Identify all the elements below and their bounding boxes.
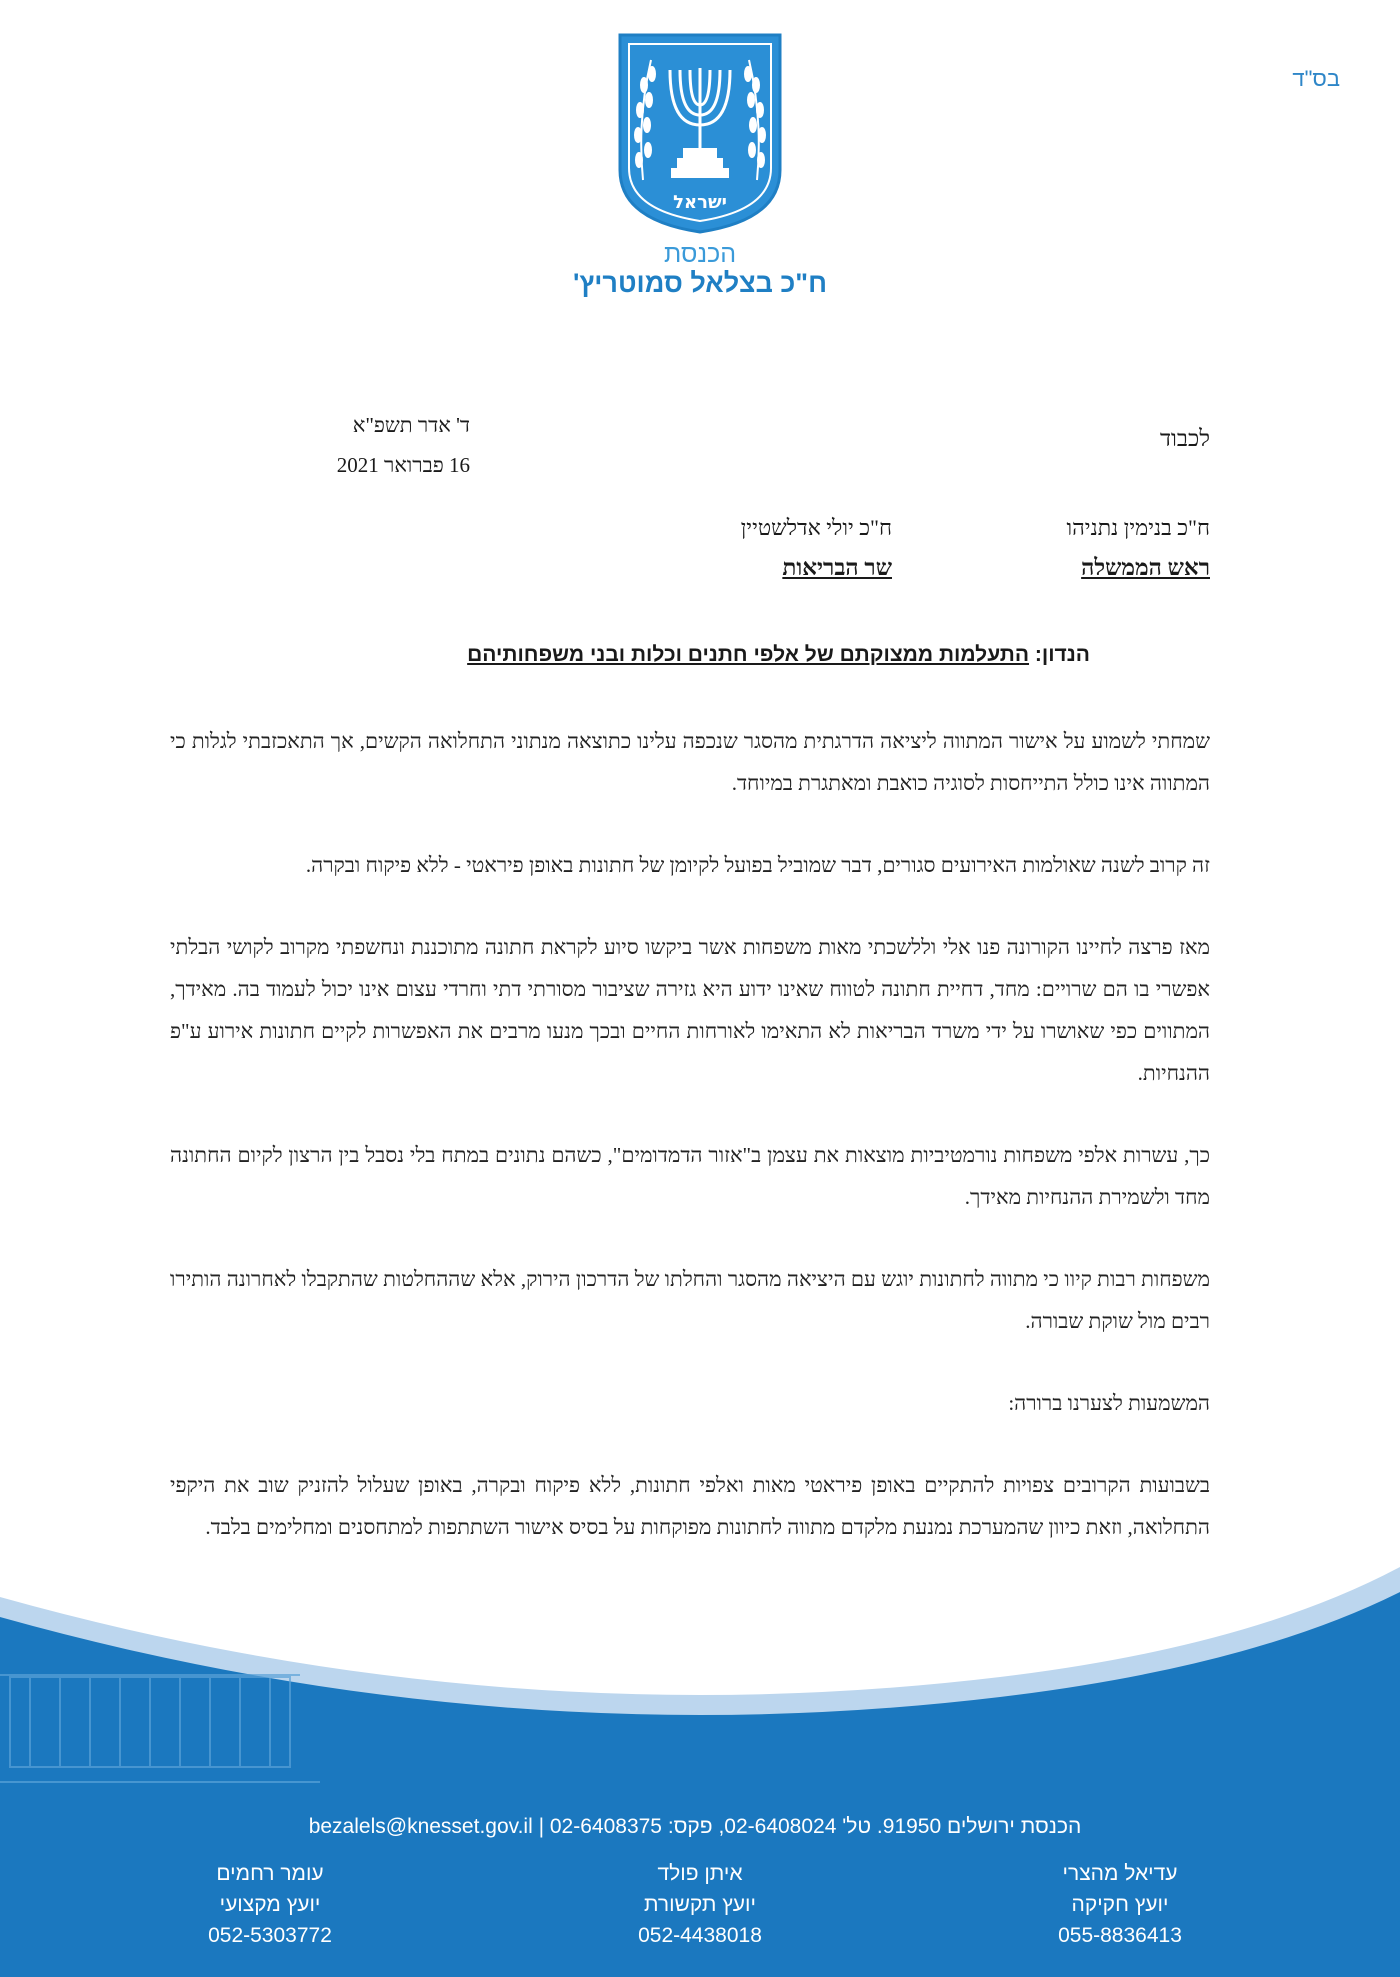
date-block (140, 405, 470, 485)
staff-name: עדיאל מהצרי (1062, 1862, 1178, 1885)
recipient-title: ראש הממשלה (1081, 555, 1210, 580)
body-paragraph: שמחתי לשמוע על אישור המתווה ליציאה הדרגתית מהסגר שנכפה עלינו כתוצאה מנתוני התחלואה הקשים, אך התאכזבתי לגלות כי המתווה אינו כולל התייחסות לסוגיה כואבת ומאתגרת במיוחד. (170, 729, 1210, 795)
staff-member (580, 1858, 820, 1951)
staff-phone: 052-4438018 (638, 1924, 762, 1947)
body-paragraph: מאז פרצה לחיינו הקורונה פנו אלי וללשכתי מאות משפחות אשר ביקשו סיוע לקראת חתונה מתוכננת ונחשפתי מקרוב לקושי הבלתי אפשרי בו הם שרויים: מחד, דחיית חתונה לטווח שאינו ידוע היא גזירה שציבור מסורתי דתי וחרדי עצום אינו יכול לעמוד בה. מאידך, המתווים כפי שאושרו על ידי משרד הבריאות לא התאימו לאורחות החיים ובכך מנעו מרבים את האפשרות לקיים חתונות אירוע ע"פ ההנחיות. (170, 935, 1210, 1085)
staff-name: איתן פולד (657, 1862, 743, 1885)
bsd-mark: בס"ד (1292, 66, 1340, 91)
recipient-name: ח"כ בנימין נתניהו (1066, 515, 1210, 540)
staff-member (150, 1858, 390, 1951)
body-paragraph: זה קרוב לשנה שאולמות האירועים סגורים, דבר שמוביל בפועל לקיומן של חתונות באופן פיראטי - ללא פיקוח ובקרה. (305, 853, 1210, 877)
letter-body (170, 720, 1210, 1548)
staff-phone: 052-5303772 (208, 1924, 332, 1947)
gregorian-date: 16 פברואר 2021 (336, 453, 470, 477)
staff-member (1000, 1858, 1240, 1951)
body-paragraph: כך, עשרות אלפי משפחות נורמטיביות מוצאות את עצמן ב"אזור הדמדומים", כשהם נתונים במתח בלי נסבל בין הרצון לקיום החתונה מחד ולשמירת ההנחיות מאידך. (170, 1143, 1210, 1209)
staff-role: יועץ חקיקה (1071, 1893, 1169, 1916)
emblem-text: ישראל (673, 192, 727, 213)
recipient-title: שר הבריאות (782, 555, 892, 580)
recipient-name: ח"כ יולי אדלשטיין (740, 515, 892, 540)
subject-line (290, 643, 1090, 667)
footer-contact: הכנסת ירושלים 91950. טל' 02-6408024, פקס: 02-6408375 | bezalels@knesset.gov.il (308, 1815, 1082, 1838)
staff-role: יועץ מקצועי (219, 1893, 321, 1916)
mk-name: ח"כ בצלאל סמוטריץ' (572, 268, 828, 298)
staff-phone: 055-8836413 (1058, 1924, 1182, 1947)
hebrew-date: ד' אדר תשפ"א (352, 413, 470, 437)
body-paragraph: המשמעות לצערנו ברורה: (1008, 1391, 1210, 1415)
recipient-prime-minister (910, 508, 1210, 588)
recipient-health-minister (592, 508, 892, 588)
body-paragraph: משפחות רבות קיוו כי מתווה לחתונות יוגש עם היציאה מהסגר והחלתו של הדרכון הירוק, אלא שההחלטות שהתקבלו לאחרונה הותירו רבים מול שוקת שבורה. (170, 1267, 1210, 1333)
subject-label: הנדון: (1034, 643, 1090, 666)
salutation: לכבוד (1159, 426, 1210, 451)
subject-text: התעלמות ממצוקתם של אלפי חתנים וכלות ובני משפחותיהם (467, 643, 1030, 666)
knesset-title: הכנסת (663, 240, 737, 268)
staff-role: יועץ תקשורת (644, 1893, 756, 1916)
staff-name: עומר רחמים (216, 1862, 324, 1885)
body-paragraph: בשבועות הקרובים צפויות להתקיים באופן פיראטי מאות ואלפי חתונות, ללא פיקוח ובקרה, באופן שעלול להזניק שוב את היקפי התחלואה, וזאת כיוון שהמערכת נמנעת מלקדם מתווה לחתונות מפוקחות על בסיס אישור השתתפות למתחסנים ומחלימים בלבד. (170, 1473, 1210, 1539)
knesset-emblem-icon (615, 30, 785, 235)
